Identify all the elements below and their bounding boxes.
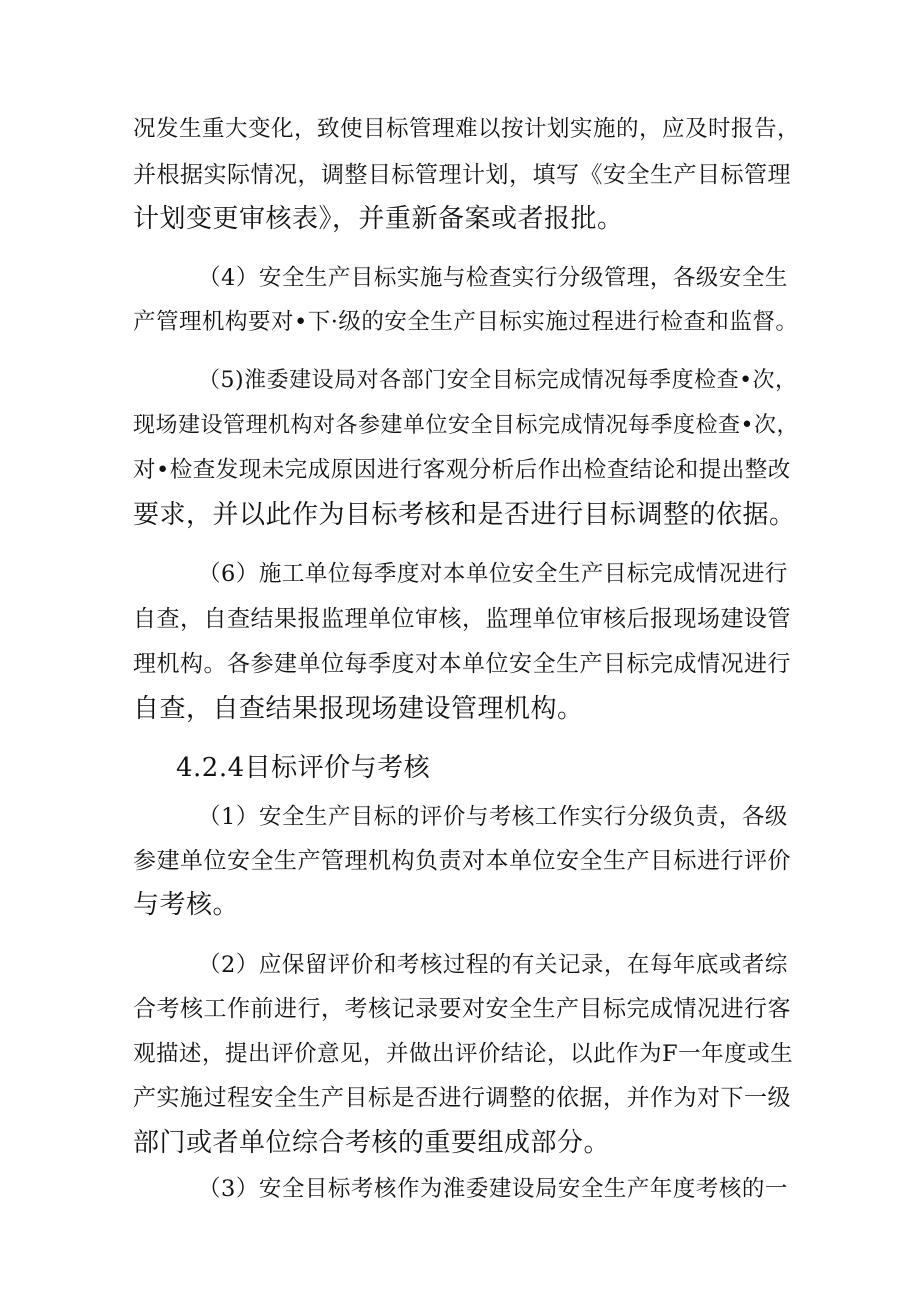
text-line: 观描述，提出评价意见，并做出评价结论，以此作为F一年度或生 (133, 1041, 794, 1067)
text-line: 并根据实际情况，调整目标管理计划，填写《安全生产目标管理 (133, 162, 791, 188)
text-line: （6）施工单位每季度对本单位安全生产目标完成情况进行 (198, 561, 788, 587)
text-line: 自查，自查结果报监理单位审核，监理单位审核后报现场建设管 (133, 606, 791, 632)
text-line: （2）应保留评价和考核过程的有关记录，在每年底或者综 (198, 952, 788, 978)
text-line: 现场建设管理机构对各参建单位安全目标完成情况每季度检查•次， (133, 413, 799, 438)
text-line: 产实施过程安全生产目标是否进行调整的依据，并作为对下一级 (133, 1085, 791, 1111)
text-line: 理机构。各参建单位每季度对本单位安全生产目标完成情况进行 (133, 651, 791, 677)
text-line: 与考核。 (133, 890, 240, 920)
text-line: 对•检查发现未完成原因进行客观分析后作出检查结论和提出整改 (133, 457, 791, 483)
text-line: 自查，自查结果报现场建设管理机构。 (133, 694, 584, 724)
text-line: （1）安全生产目标的评价与考核工作实行分级负责，各级 (198, 804, 788, 830)
text-line: 况发生重大变化，致使目标管理难以按计划实施的，应及时报告， (133, 116, 801, 142)
text-line: 要求，并以此作为目标考核和是否进行目标调整的依据。 (133, 500, 796, 530)
text-line: （4）安全生产目标实施与检查实行分级管理，各级安全生 (198, 265, 788, 291)
text-line: 部门或者单位综合考核的重要组成部分。 (133, 1128, 611, 1158)
text-line: 产管理机构要对•下·级的安全生产目标实施过程进行检查和监督。 (133, 309, 799, 335)
text-line: （3）安全目标考核作为淮委建设局安全生产年度考核的一 (198, 1176, 788, 1202)
text-line: 参建单位安全生产管理机构负责对本单位安全生产目标进行评价 (133, 848, 791, 874)
text-line: （5)淮委建设局对各部门安全目标完成情况每季度检查•次， (198, 368, 798, 393)
section-heading: 4.2.4目标评价与考核 (176, 753, 431, 783)
text-line: 计划变更审核表》，并重新备案或者报批。 (133, 204, 624, 234)
text-line: 合考核工作前进行，考核记录要对安全生产目标完成情况进行客 (133, 996, 791, 1022)
